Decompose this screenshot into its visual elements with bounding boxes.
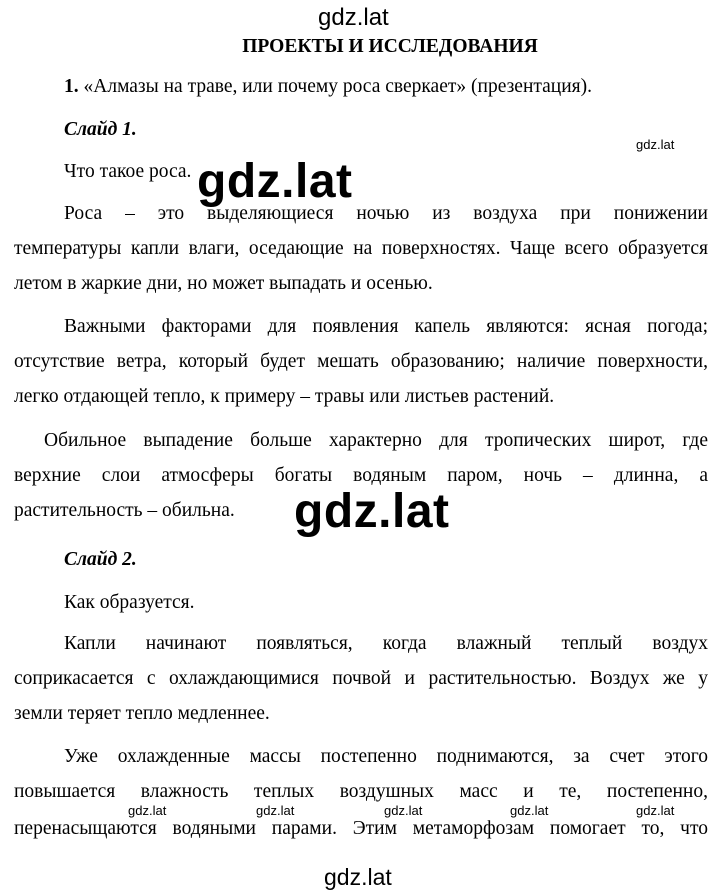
slide1-p3-line2: верхние слои атмосферы богаты водяным паром, ночь – длинна, а (14, 465, 708, 486)
item-title: «Алмазы на траве, или почему роса сверкает» (презентация). (83, 76, 593, 97)
item-number: 1. (64, 76, 79, 97)
watermark-small: gdz.lat (636, 137, 675, 152)
slide1-question: Что такое роса. (64, 161, 192, 182)
slide1-p1-line2: температуры капли влаги, оседающие на поверхностях. Чаще всего образуется (14, 238, 708, 259)
slide2-p2-line2: повышается влажность теплых воздушных масс и те, постепенно, (14, 781, 708, 802)
slide2-p1-line2: соприкасается с охлаждающимися почвой и растительностью. Воздух же у (14, 668, 708, 689)
slide1-p2-line2: отсутствие ветра, который будет мешать образованию; наличие поверхности, (14, 351, 708, 372)
slide1-p1-line1: Роса – это выделяющиеся ночью из воздуха при понижении (64, 203, 708, 224)
slide2-p2-line3: перенасыщаются водяными парами. Этим метаморфозам помогает то, что (14, 818, 708, 839)
watermark-top: gdz.lat (318, 4, 389, 31)
slide2-question: Как образуется. (64, 592, 195, 613)
watermark-small: gdz.lat (636, 803, 675, 818)
slide2-p1-line1: Капли начинают появляться, когда влажный теплый воздух (64, 633, 708, 654)
slide2-heading: Слайд 2. (64, 549, 137, 570)
slide1-p2-line3: легко отдающей тепло, к примеру – травы или листьев растений. (14, 386, 555, 407)
page-title: ПРОЕКТЫ И ИССЛЕДОВАНИЯ (242, 36, 538, 57)
slide1-p2-line1: Важными факторами для появления капель являются: ясная погода; (64, 316, 708, 337)
slide1-p3-line1: Обильное выпадение больше характерно для тропических широт, где (44, 430, 708, 451)
slide1-p3-line3: растительность – обильна. (14, 500, 235, 521)
watermark-bottom: gdz.lat (324, 864, 392, 890)
watermark-small: gdz.lat (510, 803, 549, 818)
watermark-small: gdz.lat (384, 803, 423, 818)
watermark-small: gdz.lat (128, 803, 167, 818)
slide1-heading: Слайд 1. (64, 119, 137, 140)
watermark-big: gdz.lat (197, 155, 353, 208)
item-heading (64, 74, 704, 100)
slide2-p1-line3: земли теряет тепло медленнее. (14, 703, 270, 724)
slide1-p1-line3: летом в жаркие дни, но может выпадать и осенью. (14, 273, 433, 294)
slide2-p2-line1: Уже охлажденные массы постепенно поднимаются, за счет этого (64, 746, 708, 767)
watermark-small: gdz.lat (256, 803, 295, 818)
watermark-big: gdz.lat (294, 485, 450, 538)
